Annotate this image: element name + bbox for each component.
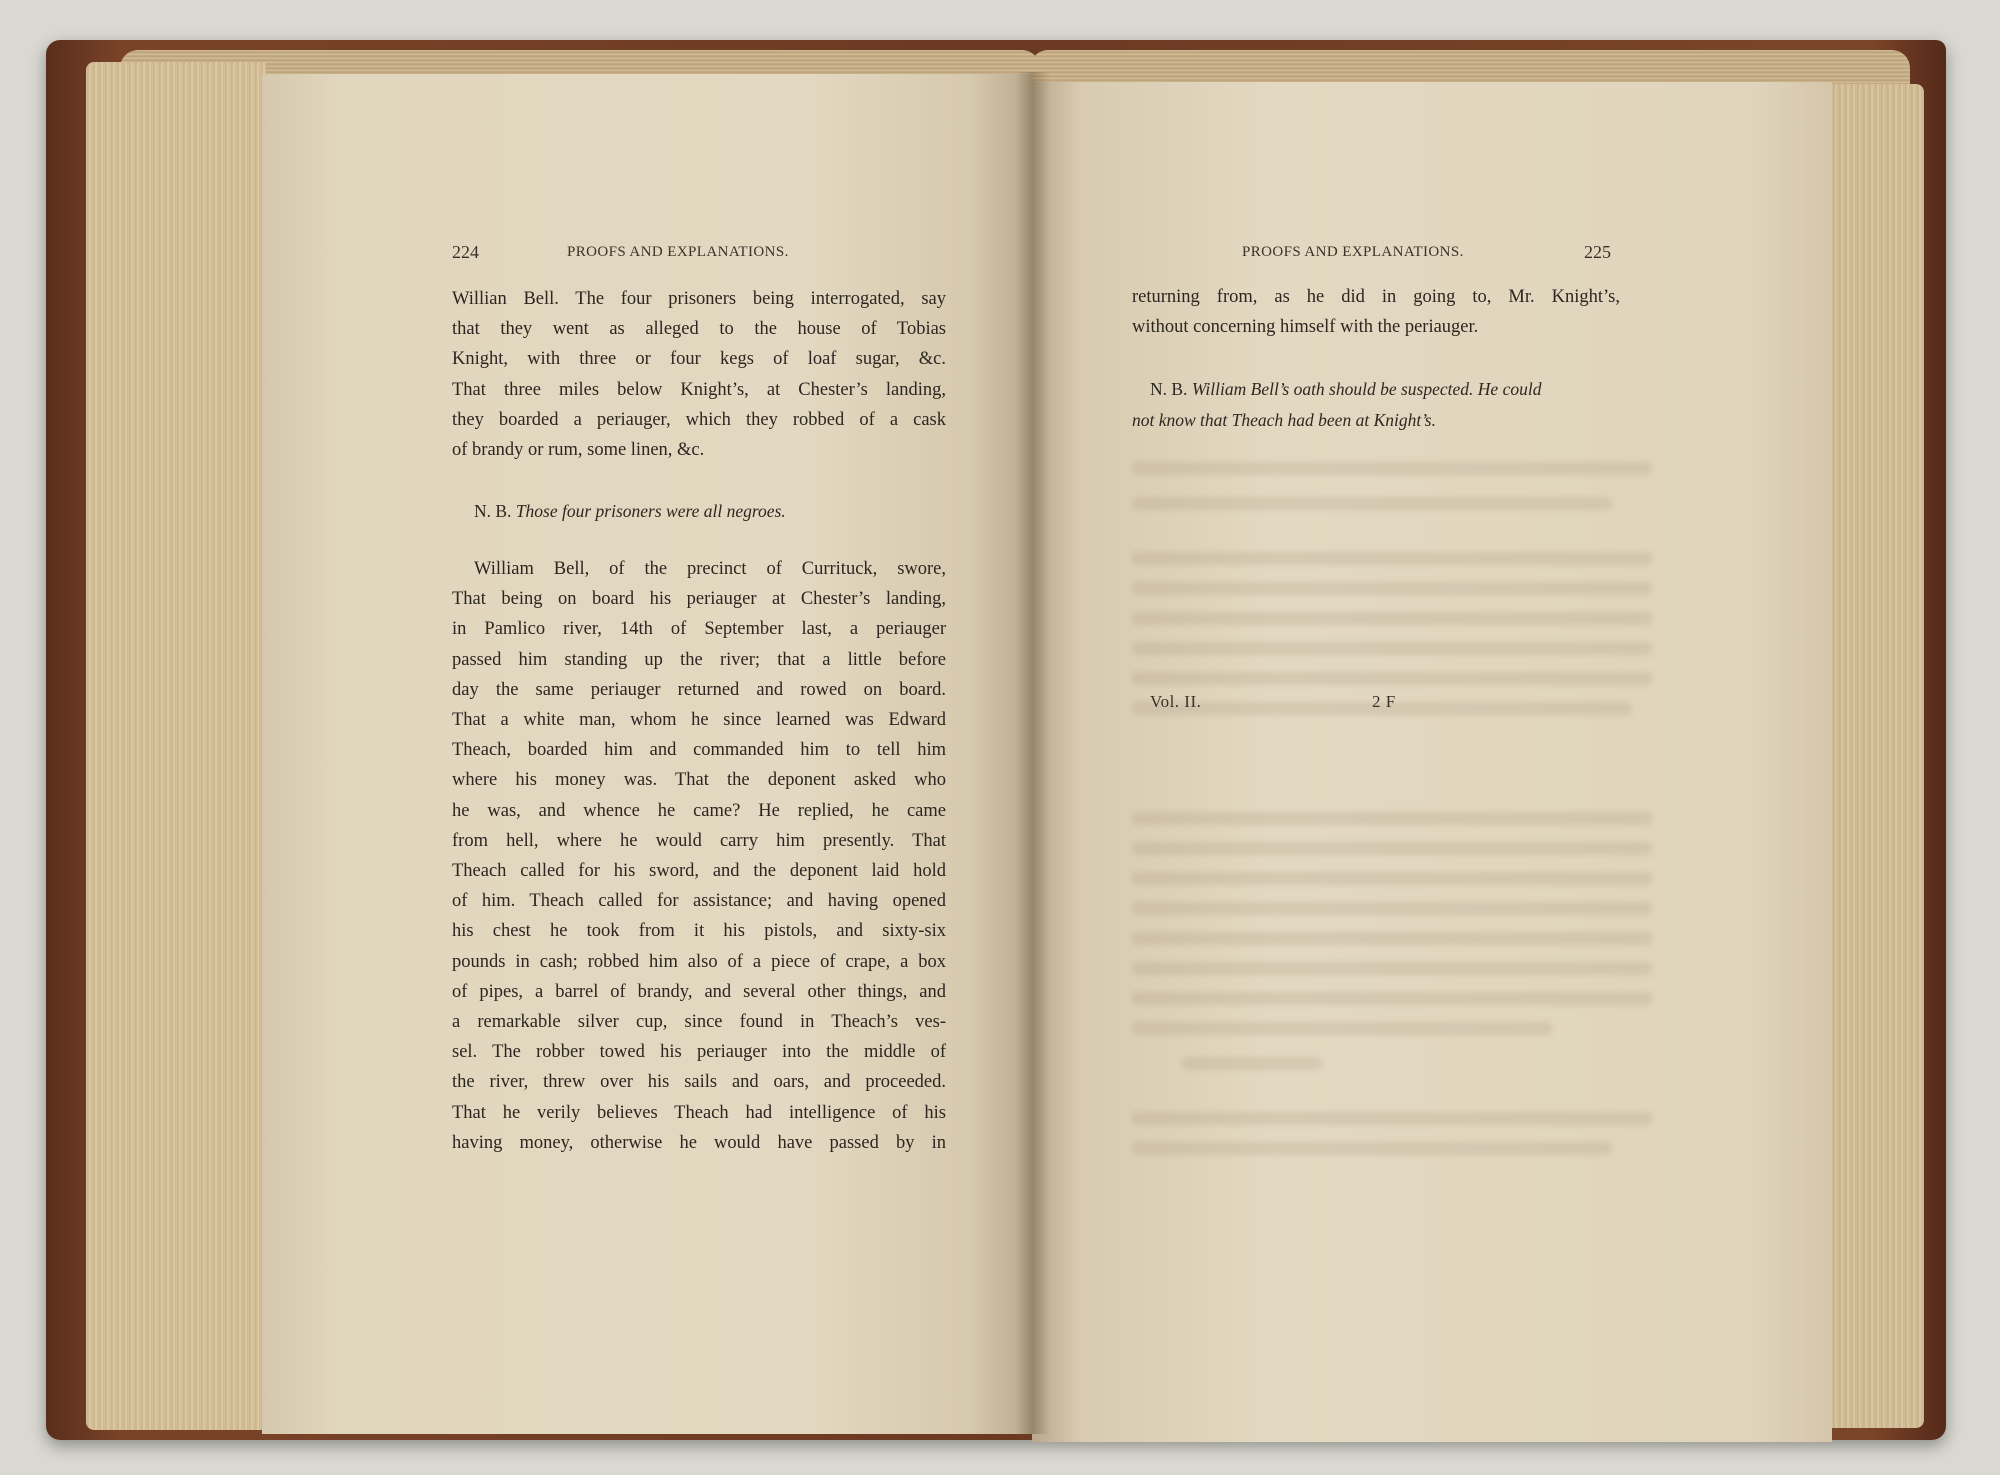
- volume-mark: Vol. II.: [1150, 692, 1202, 711]
- paragraph: [452, 284, 946, 465]
- text-line: he was, and whence he came? He replied, he came: [452, 800, 946, 821]
- text-line: from hell, where he would carry him presently. That: [452, 830, 946, 851]
- show-through: [1132, 672, 1652, 685]
- text-line: Knight, with three or four kegs of loaf sugar, &c.: [452, 349, 946, 370]
- show-through: [1132, 1022, 1552, 1035]
- text-line: of brandy or rum, some linen, &c.: [452, 440, 705, 461]
- text-line: the river, threw over his sails and oars, and proceeded.: [452, 1072, 946, 1093]
- nota-bene: [1132, 374, 1620, 436]
- signature-mark: 2 F: [1372, 692, 1396, 711]
- show-through: [1132, 497, 1612, 510]
- show-through: [1182, 1057, 1322, 1070]
- show-through: [1132, 612, 1652, 625]
- text-line: returning from, as he did in going to, Mr. Knight’s,: [1132, 287, 1620, 307]
- show-through: [1132, 812, 1652, 825]
- gutter: [1016, 72, 1050, 1434]
- show-through: [1132, 462, 1652, 475]
- note-label: N. B.: [1150, 379, 1188, 399]
- page-number: 225: [1584, 242, 1611, 262]
- show-through: [1132, 932, 1652, 945]
- text-line: That he verily believes Theach had intelligence of his: [452, 1102, 946, 1123]
- show-through: [1132, 962, 1652, 975]
- show-through: [1132, 552, 1652, 565]
- text-line: William Bell, of the precinct of Currituck, swore,: [474, 559, 946, 579]
- text-line: Theach called for his sword, and the deponent laid hold: [452, 861, 946, 882]
- text-line: in Pamlico river, 14th of September last, a periauger: [452, 619, 946, 640]
- show-through: [1132, 872, 1652, 885]
- text-line: day the same periauger returned and rowed on board.: [452, 679, 946, 700]
- text-line: passed him standing up the river; that a little before: [452, 649, 946, 670]
- text-line: having money, otherwise he would have passed by in: [452, 1132, 946, 1153]
- show-through: [1132, 1142, 1612, 1155]
- text-line: That being on board his periauger at Chester’s landing,: [452, 589, 946, 610]
- note-text: William Bell’s oath should be suspected. He could: [1191, 379, 1542, 399]
- running-head: PROOFS AND EXPLANATIONS.: [567, 244, 789, 260]
- text-line: of pipes, a barrel of brandy, and several other things, and: [452, 981, 946, 1002]
- show-through: [1132, 642, 1652, 655]
- text-line: his chest he took from it his pistols, and sixty-six: [452, 921, 946, 942]
- text-line: Theach, boarded him and commanded him to tell him: [452, 740, 946, 761]
- nota-bene: [474, 496, 786, 527]
- note-text: Those four prisoners were all negroes.: [515, 501, 786, 521]
- text-line: without concerning himself with the periauger.: [1132, 317, 1479, 338]
- text-line: they boarded a periauger, which they robbed of a cask: [452, 409, 946, 430]
- show-through: [1132, 582, 1652, 595]
- note-text: not know that Theach had been at Knight’s.: [1132, 410, 1436, 430]
- text-line: where his money was. That the deponent asked who: [452, 770, 946, 791]
- show-through: [1132, 992, 1652, 1005]
- text-line: sel. The robber towed his periauger into the middle of: [452, 1042, 946, 1063]
- page-number: 224: [452, 242, 479, 262]
- page-edges-right: [1820, 84, 1924, 1428]
- right-page: [1032, 82, 1832, 1442]
- text-line: That three miles below Knight’s, at Chester’s landing,: [452, 379, 946, 400]
- note-label: N. B.: [474, 501, 512, 521]
- text-line: that they went as alleged to the house of Tobias: [452, 319, 946, 340]
- text-line: pounds in cash; robbed him also of a piece of crape, a box: [452, 951, 946, 972]
- text-line: Willian Bell. The four prisoners being interrogated, say: [452, 289, 946, 309]
- show-through: [1132, 1112, 1652, 1125]
- text-line: That a white man, whom he since learned was Edward: [452, 710, 946, 731]
- text-line: of him. Theach called for assistance; and having opened: [452, 891, 946, 912]
- left-page: [262, 74, 1032, 1434]
- running-head: PROOFS AND EXPLANATIONS.: [1242, 244, 1464, 260]
- page-edges-left: [86, 62, 266, 1430]
- show-through: [1132, 902, 1652, 915]
- paragraph: [1132, 282, 1620, 342]
- text-line: a remarkable silver cup, since found in Theach’s ves-: [452, 1012, 946, 1033]
- show-through: [1132, 842, 1652, 855]
- paragraph: [452, 554, 946, 1158]
